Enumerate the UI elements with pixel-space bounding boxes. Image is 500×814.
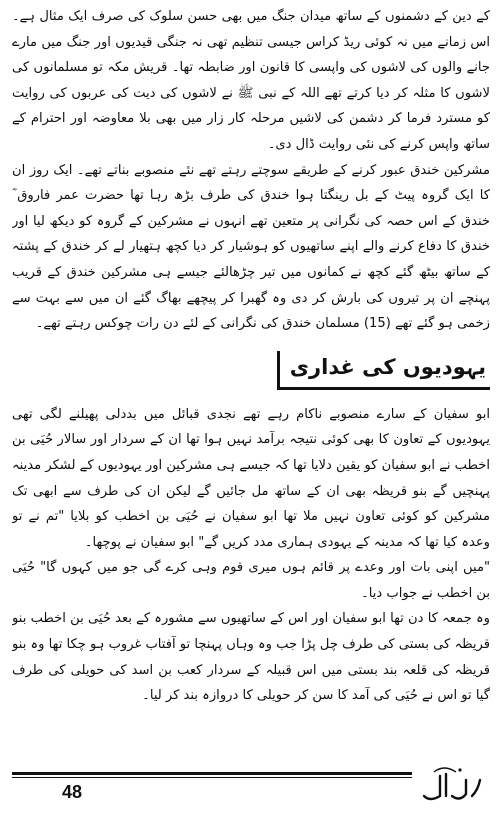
paragraph-1: کے دین کے دشمنوں کے ساتھ میدان جنگ میں بھی حسن سلوک کی صرف ایک مثال ہے۔ اس زمانے میں نہ کوئی ریڈ کراس جیسی تنظیم تھی نہ جنگی قیدیوں اور جنگ میں مارے جانے والوں کی لاشوں کی واپسی کا قانون اور ضابطہ تھا۔ قریش مکہ تو مسلمانوں کی لاشوں کا مثلہ کر دیا کرتے تھے اللہ کے نبی ﷺ نے لاشوں کی دیت کی عربوں کی روایت کو مسترد فرما کر دشمن کی لاشیں مرحلہ کار زار میں بھی بلا معاوضہ اور احترام کے ساتھ واپس کرنے کی نئی روایت ڈال دی۔ bbox=[12, 9, 490, 152]
page-body bbox=[12, 4, 490, 762]
magazine-logo-icon bbox=[420, 766, 484, 806]
section-heading-box bbox=[12, 351, 490, 390]
section-heading: یہودیوں کی غداری bbox=[277, 351, 490, 390]
paragraph-4: "میں اپنی بات اور وعدے پر قائم ہوں میری قوم وہی کرے گی جو میں کہوں گا" حُیَی بن اخطب نے جواب دیا۔ bbox=[12, 560, 490, 601]
page-footer bbox=[12, 766, 490, 808]
page-number: 48 bbox=[62, 782, 83, 802]
paragraph-5: وہ جمعہ کا دن تھا ابو سفیان اور اس کے ساتھیوں سے مشورہ کے بعد حُیَی بن اخطب بنو قریظہ کی بستی کی طرف چل پڑا جب وہ وہاں پہنچا تو آفتاب غروب ہو چکا تھا وہ بنو قریظہ کی قلعہ بند بستی میں اس قبیلہ کے سردار کعب بن اسد کی حویلی کی طرف گیا تو اس نے حُیَی کی آمد کا سن کر حویلی کا دروازہ بند کر لیا۔ bbox=[12, 611, 490, 704]
footer-rule-thin bbox=[12, 777, 412, 778]
footer-rule bbox=[12, 772, 412, 775]
paragraph-2: مشرکین خندق عبور کرنے کے طریقے سوچتے رہتے تھے نئے منصوبے بناتے تھے۔ ایک روز ان کا ایک گروہ پیٹ کے بل رینگتا ہوا خندق کی طرف بڑھ رہا تھا حضرت عمر فاروق ؓ خندق کے اس حصہ کی نگرانی پر متعین تھے انہوں نے مشرکین کے گروہ کو دیکھ لیا اور خندق کا دفاع کرنے والے اپنے ساتھیوں کو ہوشیار کر دیا کچھ ہتھیار لے کر خندق کے پشتہ کے ساتھ بیٹھ گئے کچھ نے کمانوں میں تیر چڑھالئے جیسے ہی مشرکین خندق کے قریب پہنچے ان پر تیروں کی بارش کر دی وہ گھبرا کر پیچھے بھاگ گئے ان میں سے بہت سے زخمی ہو گئے تھے (15) مسلمان خندق کی نگرانی کے لئے دن رات چوکس رہتے تھے۔ bbox=[12, 162, 490, 332]
paragraph-3: ابو سفیان کے سارے منصوبے ناکام رہے تھے نجدی قبائل میں بددلی پھیلنے لگی تھی یہودیوں کے تعاون کا بھی کوئی نتیجہ برآمد نہیں ہوا تھا ان کے سردار اور سالار حُیَی بن اخطب نے ابو سفیان کو یقین دلایا تھا کہ جیسے ہی مشرکین اور یہودیوں کے لشکر مدینہ پہنچیں گے بنو قریظہ بھی ان کے ساتھ مل جائیں گے لیکن ان کی طرف سے ابھی تک مشرکین کو کوئی تعاون نہیں ملا تھا ابو سفیان نے حُیَی بن اخطب کو بلایا "تم نے تو وعدہ کیا تھا کہ مدینہ کے یہودی ہماری مدد کریں گے" ابو سفیان نے پوچھا۔ bbox=[12, 406, 490, 550]
